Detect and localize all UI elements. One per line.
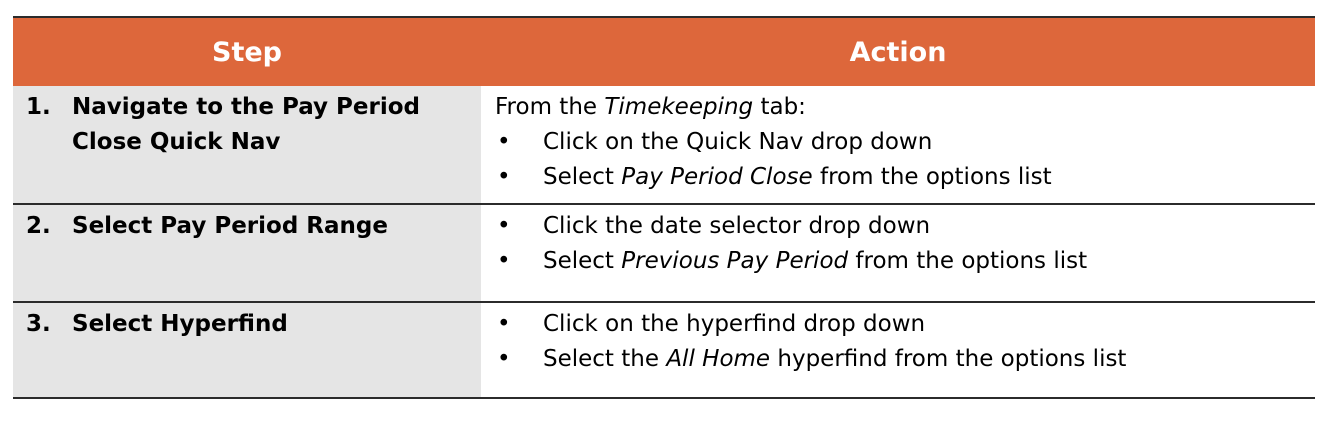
step-cell xyxy=(13,86,481,203)
action-cell xyxy=(481,303,1315,397)
list-item: • Click on the Quick Nav drop down xyxy=(495,125,1315,160)
step-cell xyxy=(13,205,481,301)
bullet-icon: • xyxy=(497,248,511,274)
list-item: • Click the date selector drop down xyxy=(495,209,1315,244)
table-row xyxy=(13,86,1315,203)
step-title: Select Hyperfind xyxy=(72,311,288,337)
action-cell xyxy=(481,86,1315,203)
bullet-icon: • xyxy=(497,164,511,190)
step-number: 1. xyxy=(26,94,51,120)
bullet-icon: • xyxy=(497,129,511,155)
bottom-rule xyxy=(13,397,1315,399)
list-item: • Select the All Home hyperfind from the options list xyxy=(495,342,1315,377)
step-title: Select Pay Period Range xyxy=(72,213,388,239)
bullet-icon: • xyxy=(497,311,511,337)
action-intro: From the Timekeeping tab: xyxy=(495,94,806,120)
header-action: Action xyxy=(849,36,947,68)
list-item: • Select Previous Pay Period from the options list xyxy=(495,244,1315,279)
table-header xyxy=(13,18,1315,86)
step-number: 2. xyxy=(26,213,51,239)
list-item: • Click on the hyperfind drop down xyxy=(495,307,1315,342)
step-cell xyxy=(13,303,481,397)
table-row xyxy=(13,303,1315,397)
action-cell xyxy=(481,205,1315,301)
bullet-icon: • xyxy=(497,213,511,239)
step-title: Navigate to the Pay Period Close Quick Nav xyxy=(72,94,421,155)
procedure-table xyxy=(13,16,1315,399)
table-row xyxy=(13,205,1315,301)
list-item: • Select Pay Period Close from the options list xyxy=(495,160,1315,195)
bullet-icon: • xyxy=(497,346,511,372)
header-step: Step xyxy=(212,36,282,68)
step-number: 3. xyxy=(26,311,51,337)
